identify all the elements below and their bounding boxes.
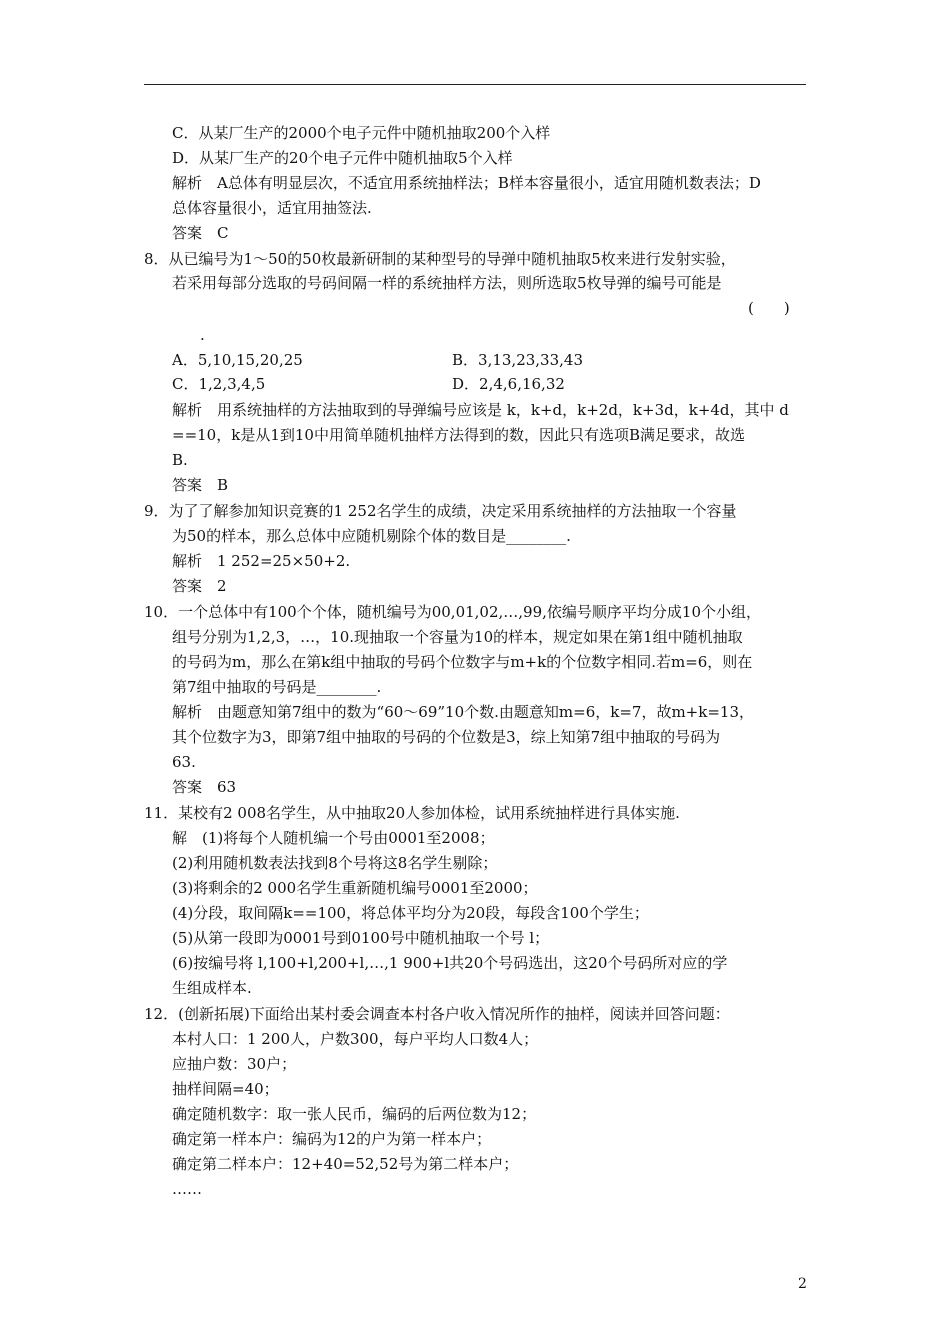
page-number: 2 — [798, 1276, 807, 1292]
question-10-line3: 的号码为m，那么在第k组中抽取的号码个位数字与m+k的个位数字相同.若m=6，则在 — [172, 653, 753, 671]
option-c-line: C．从某厂生产的2000个电子元件中随机抽取200个入样 — [172, 124, 551, 142]
option-d-line: D．从某厂生产的20个电子元件中随机抽取5个入样 — [172, 149, 513, 167]
question-12-second-sample: 确定第二样本户：12+40=52,52号为第二样本户； — [172, 1155, 519, 1173]
solution-11-step6-cont: 生组成样本. — [172, 979, 252, 997]
question-8-line1: 8．从已编号为1～50的50枚最新研制的某种型号的导弹中随机抽取5枚来进行发射实验， — [144, 250, 736, 268]
question-10-line2: 组号分别为1,2,3，…，10.现抽取一个容量为10的样本，规定如果在第1组中随机抽取 — [172, 628, 743, 646]
analysis-8-line3: B. — [172, 451, 188, 469]
question-12: 12．(创新拓展)下面给出某村委会调查本村各户收入情况所作的抽样，阅读并回答问题： — [144, 1005, 730, 1023]
answer-8: 答案 B — [172, 476, 229, 494]
analysis-7-line2: 总体容量很小，适宜用抽签法. — [172, 199, 372, 217]
question-9-line2: 为50的样本，那么总体中应随机剔除个体的数目是________. — [172, 527, 571, 545]
analysis-7-line1: 解析 A总体有明显层次，不适宜用系统抽样法；B样本容量很小，适宜用随机数表法；D — [172, 174, 761, 192]
header-rule — [144, 84, 806, 85]
analysis-9: 解析 1 252=25×50+2. — [172, 552, 351, 570]
question-12-population: 本村人口：1 200人，户数300，每户平均人口数4人； — [172, 1030, 539, 1048]
question-8-dot: . — [200, 326, 205, 344]
analysis-10-line2: 其个位数字为3，即第7组中抽取的号码的个位数是3，综上知第7组中抽取的号码为 — [172, 728, 721, 746]
solution-11-step5: (5)从第一段即为0001号到0100号中随机抽取一个号 l； — [172, 929, 550, 947]
question-9-line1: 9．为了了解参加知识竞赛的1 252名学生的成绩，决定采用系统抽样的方法抽取一个容量 — [144, 502, 737, 520]
solution-11-step3: (3)将剩余的2 000名学生重新随机编号0001至2000； — [172, 879, 538, 897]
solution-11-step2: (2)利用随机数表法找到8个号将这8名学生剔除； — [172, 854, 498, 872]
answer-10: 答案 63 — [172, 778, 237, 796]
question-12-random-digit: 确定随机数字：取一张人民币，编码的后两位数为12； — [172, 1105, 537, 1123]
analysis-10-line1: 解析 由题意知第7组中的数为“60～69”10个数.由题意知m=6，k=7，故m+k=13， — [172, 703, 754, 721]
solution-11-step1: 解 (1)将每个人随机编一个号由0001至2008； — [172, 829, 495, 847]
question-12-ellipsis: …… — [172, 1180, 202, 1198]
solution-11-step6: (6)按编号将 l,100+l,200+l,…,1 900+l共20个号码选出，这20个号码所对应的学 — [172, 954, 728, 972]
question-8-line2: 若采用每部分选取的号码间隔一样的系统抽样方法，则所选取5枚导弹的编号可能是 — [172, 274, 722, 292]
question-12-first-sample: 确定第一样本户：编码为12的户为第一样本户； — [172, 1130, 492, 1148]
option-8b: B．3,13,23,33,43 — [452, 351, 583, 369]
analysis-8-line1: 解析 用系统抽样的方法抽取到的导弹编号应该是 k，k+d，k+2d，k+3d，k+4d，其中 d — [172, 401, 789, 419]
analysis-8-line2: ==10，k是从1到10中用简单随机抽样方法得到的数，因此只有选项B满足要求，故选 — [172, 426, 745, 444]
option-8d: D．2,4,6,16,32 — [452, 375, 565, 393]
option-8c: C．1,2,3,4,5 — [172, 375, 266, 393]
solution-11-step4: (4)分段，取间隔k==100，将总体平均分为20段，每段含100个学生； — [172, 904, 649, 922]
question-10-line4: 第7组中抽取的号码是________. — [172, 678, 382, 696]
answer-9: 答案 2 — [172, 577, 227, 595]
question-12-households: 应抽户数：30户； — [172, 1055, 297, 1073]
question-10-line1: 10．一个总体中有100个个体，随机编号为00,01,02,…,99,依编号顺序平均分成10个小组， — [144, 603, 761, 621]
question-12-interval: 抽样间隔=40； — [172, 1080, 279, 1098]
analysis-10-line3: 63. — [172, 753, 196, 771]
question-11: 11．某校有2 008名学生，从中抽取20人参加体检，试用系统抽样进行具体实施. — [144, 804, 680, 822]
option-8a: A．5,10,15,20,25 — [172, 351, 303, 369]
answer-blank-paren: ( ) — [748, 299, 790, 317]
answer-7: 答案 C — [172, 224, 229, 242]
